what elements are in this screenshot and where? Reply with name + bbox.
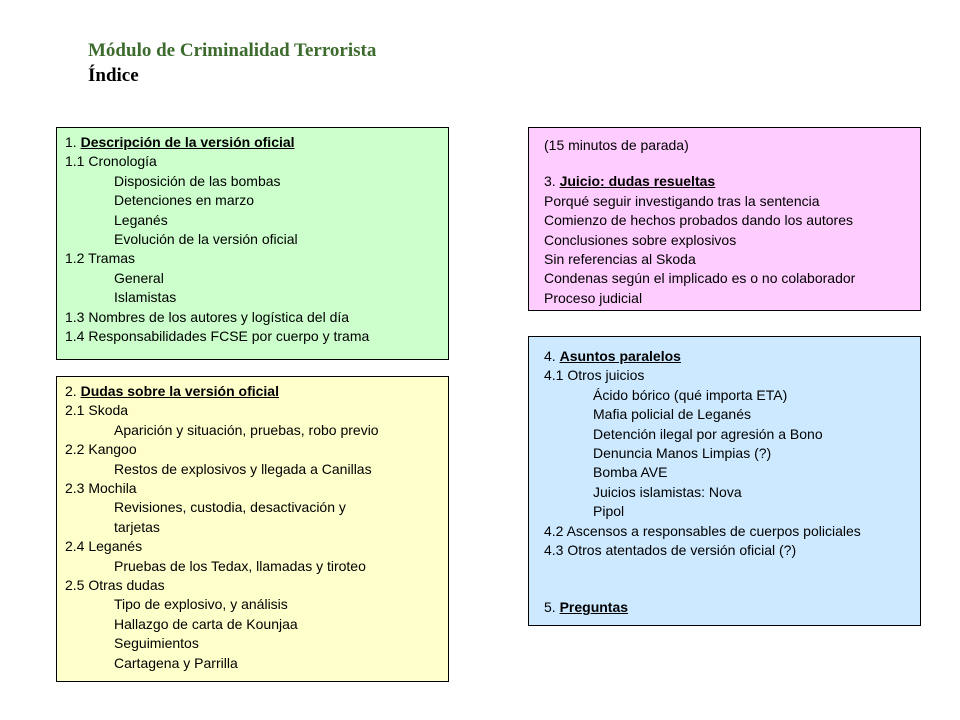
list-item: Islamistas	[114, 289, 177, 306]
section-1-heading	[65, 133, 440, 152]
pause-note: (15 minutos de parada)	[544, 137, 689, 153]
list-item: Detención ilegal por agresión a Bono	[593, 425, 823, 442]
section-number: 4.	[544, 348, 560, 364]
list-item: 2.4 Leganés	[65, 538, 143, 555]
section-4-box	[528, 336, 921, 626]
section-4-heading	[544, 347, 912, 366]
list-item: Condenas según el implicado es o no colaborador	[544, 270, 856, 287]
list-item: Proceso judicial	[544, 289, 643, 306]
section-number: 3.	[544, 173, 560, 190]
list-item: Leganés	[114, 211, 168, 228]
list-item: 2.1 Skoda	[65, 402, 129, 419]
section-2-box	[56, 376, 449, 682]
list-item: Denuncia Manos Limpias (?)	[593, 445, 772, 462]
section-title: Asuntos paralelos	[559, 348, 681, 364]
section-number: 1.	[65, 134, 81, 150]
section-title: Preguntas	[559, 599, 629, 616]
list-item: Detenciones en marzo	[114, 192, 255, 209]
list-item: 1.4 Responsabilidades FCSE por cuerpo y trama	[65, 328, 370, 345]
list-item: Hallazgo de carta de Kounjaa	[114, 615, 298, 632]
list-item: Cartagena y Parrilla	[114, 654, 238, 671]
list-item: 4.3 Otros atentados de versión oficial (?)	[544, 542, 797, 559]
list-item: Revisiones, custodia, desactivación y	[114, 499, 346, 516]
list-item: Tipo de explosivo, y análisis	[114, 596, 288, 613]
list-item: Porqué seguir investigando tras la sentencia	[544, 192, 820, 209]
list-item: Juicios islamistas: Nova	[593, 483, 742, 500]
list-item: Bomba AVE	[593, 464, 668, 481]
list-item: 2.2 Kangoo	[65, 441, 137, 458]
list-item: tarjetas	[114, 518, 160, 535]
list-item: 2.5 Otras dudas	[65, 577, 165, 594]
list-item: Restos de explosivos y llegada a Canillas	[114, 460, 372, 477]
section-number: 2.	[65, 383, 81, 399]
list-item: 1.1 Cronología	[65, 153, 157, 170]
section-1-box	[56, 127, 449, 360]
section-3-box	[528, 127, 921, 311]
title-line-1: Módulo de Criminalidad Terrorista	[88, 40, 377, 61]
spacer	[544, 560, 912, 598]
section-number: 5.	[544, 599, 560, 616]
list-item: Disposición de las bombas	[114, 172, 281, 189]
list-item: 4.1 Otros juicios	[544, 367, 645, 384]
list-item: 4.2 Ascensos a responsables de cuerpos policiales	[544, 522, 861, 539]
title-line-2: Índice	[88, 65, 139, 86]
list-item: Mafia policial de Leganés	[593, 406, 751, 423]
section-title: Descripción de la versión oficial	[80, 134, 295, 150]
list-item: Comienzo de hechos probados dando los autores	[544, 212, 853, 229]
list-item: Seguimientos	[114, 635, 199, 652]
list-item: Sin referencias al Skoda	[544, 251, 696, 268]
section-5-heading	[544, 598, 912, 617]
spacer	[544, 155, 912, 172]
section-2-heading	[65, 382, 440, 401]
section-title: Dudas sobre la versión oficial	[80, 383, 279, 399]
list-item: Evolución de la versión oficial	[114, 231, 298, 248]
list-item: Aparición y situación, pruebas, robo previo	[114, 421, 379, 438]
list-item: 1.2 Tramas	[65, 250, 136, 267]
list-item: Ácido bórico (qué importa ETA)	[593, 386, 788, 403]
list-item: 1.3 Nombres de los autores y logística del día	[65, 308, 350, 325]
section-title: Juicio: dudas resueltas	[559, 173, 716, 190]
list-item: 2.3 Mochila	[65, 480, 137, 497]
page-title	[88, 38, 376, 88]
section-3-heading	[544, 172, 912, 191]
list-item: Pipol	[593, 503, 625, 520]
list-item: Pruebas de los Tedax, llamadas y tiroteo	[114, 557, 366, 574]
list-item: Conclusiones sobre explosivos	[544, 231, 737, 248]
list-item: General	[114, 269, 164, 286]
